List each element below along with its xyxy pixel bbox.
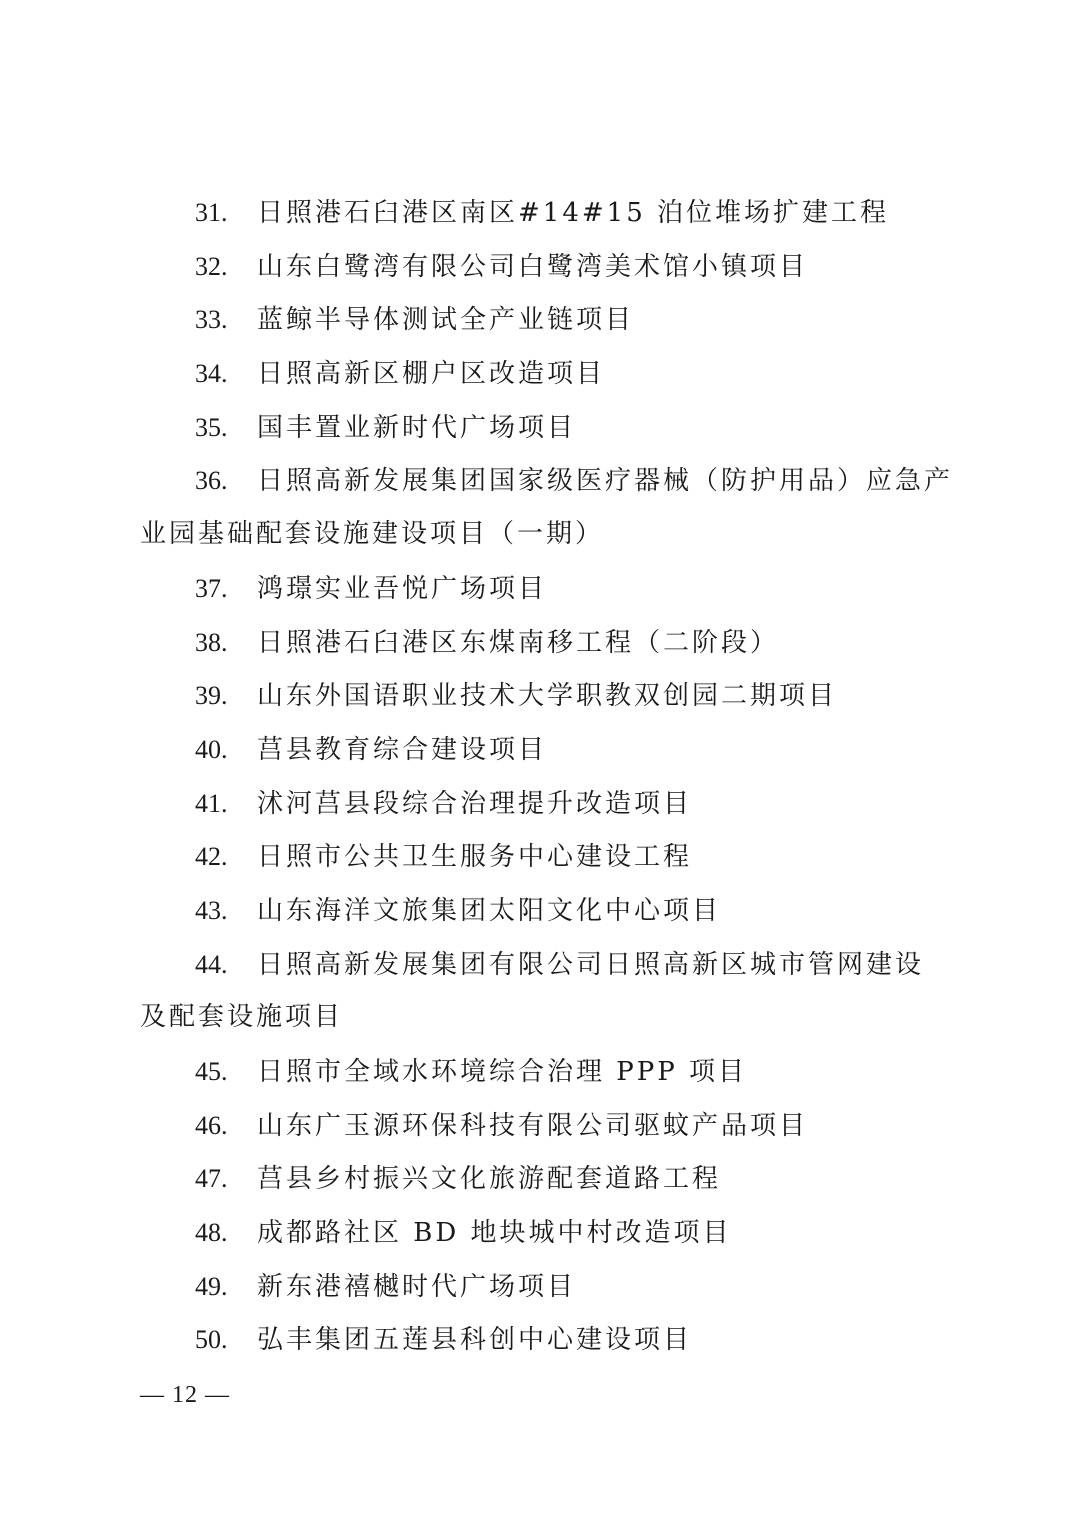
list-item	[140, 830, 940, 884]
item-number: 42.	[195, 842, 228, 872]
list-item	[140, 1045, 940, 1099]
list-item	[140, 1260, 940, 1314]
list-item	[140, 723, 940, 777]
page-number: — 12 —	[140, 1382, 230, 1408]
list-item	[140, 616, 940, 670]
list-item	[140, 777, 940, 831]
item-text: 日照高新区棚户区改造项目	[257, 359, 606, 390]
list-item	[140, 562, 940, 616]
item-text: 山东白鹭湾有限公司白鹭湾美术馆小镇项目	[257, 251, 809, 282]
list-item	[140, 1152, 940, 1206]
item-text: 日照高新发展集团国家级医疗器械（防护用品）应急产	[257, 466, 954, 497]
list-item	[140, 1313, 940, 1367]
item-text: 山东海洋文旅集团太阳文化中心项目	[257, 895, 722, 926]
list-item	[140, 347, 940, 401]
item-text: 新东港禧樾时代广场项目	[257, 1271, 577, 1302]
list-item-continuation	[140, 508, 940, 562]
item-number: 43.	[195, 895, 228, 925]
item-text: 及配套设施项目	[140, 1002, 344, 1033]
item-text: 莒县教育综合建设项目	[257, 734, 548, 765]
item-number: 41.	[195, 788, 228, 818]
item-text: 鸿璟实业吾悦广场项目	[257, 573, 548, 604]
item-text: 莒县乡村振兴文化旅游配套道路工程	[257, 1164, 722, 1195]
list-item	[140, 401, 940, 455]
item-text: 日照港石臼港区南区#14#15 泊位堆场扩建工程	[257, 198, 890, 228]
item-number: 36.	[195, 466, 228, 496]
item-number: 46.	[195, 1110, 228, 1140]
project-list	[140, 186, 954, 1367]
item-number: 47.	[195, 1164, 228, 1194]
item-number: 44.	[195, 949, 228, 979]
item-number: 48.	[195, 1218, 228, 1248]
item-number: 40.	[195, 734, 228, 764]
item-text: 弘丰集团五莲县科创中心建设项目	[257, 1325, 693, 1356]
item-number: 35.	[195, 412, 228, 442]
item-number: 39.	[195, 681, 228, 711]
item-number: 38.	[195, 627, 228, 657]
item-number: 49.	[195, 1271, 228, 1301]
item-number: 33.	[195, 305, 228, 335]
list-item-continuation	[140, 991, 940, 1045]
list-item	[140, 186, 940, 240]
list-item	[140, 240, 940, 294]
item-number: 34.	[195, 359, 228, 389]
item-text: 沭河莒县段综合治理提升改造项目	[257, 788, 693, 819]
list-item	[140, 884, 940, 938]
list-item	[140, 669, 940, 723]
item-text: 日照市公共卫生服务中心建设工程	[257, 842, 693, 873]
item-text: 蓝鲸半导体测试全产业链项目	[257, 305, 635, 336]
item-number: 45.	[195, 1057, 228, 1086]
item-number: 37.	[195, 573, 228, 603]
item-text: 日照港石臼港区东煤南移工程（二阶段）	[257, 627, 780, 658]
item-text: 国丰置业新时代广场项目	[257, 412, 577, 443]
list-item	[140, 293, 940, 347]
item-number: 50.	[195, 1325, 228, 1355]
item-text: 日照高新发展集团有限公司日照高新区城市管网建设	[257, 949, 925, 980]
item-number: 32.	[195, 251, 228, 281]
list-item	[140, 1206, 940, 1260]
item-text: 山东外国语职业技术大学职教双创园二期项目	[257, 681, 838, 712]
item-number: 31.	[195, 198, 228, 227]
item-text: 成都路社区 BD 地块城中村改造项目	[257, 1218, 732, 1249]
item-text: 山东广玉源环保科技有限公司驱蚊产品项目	[257, 1110, 809, 1141]
list-item	[140, 454, 954, 508]
list-item	[140, 938, 940, 992]
item-text: 日照市全域水环境综合治理 PPP 项目	[257, 1057, 748, 1087]
item-text: 业园基础配套设施建设项目（一期）	[140, 519, 605, 550]
list-item	[140, 1099, 940, 1153]
